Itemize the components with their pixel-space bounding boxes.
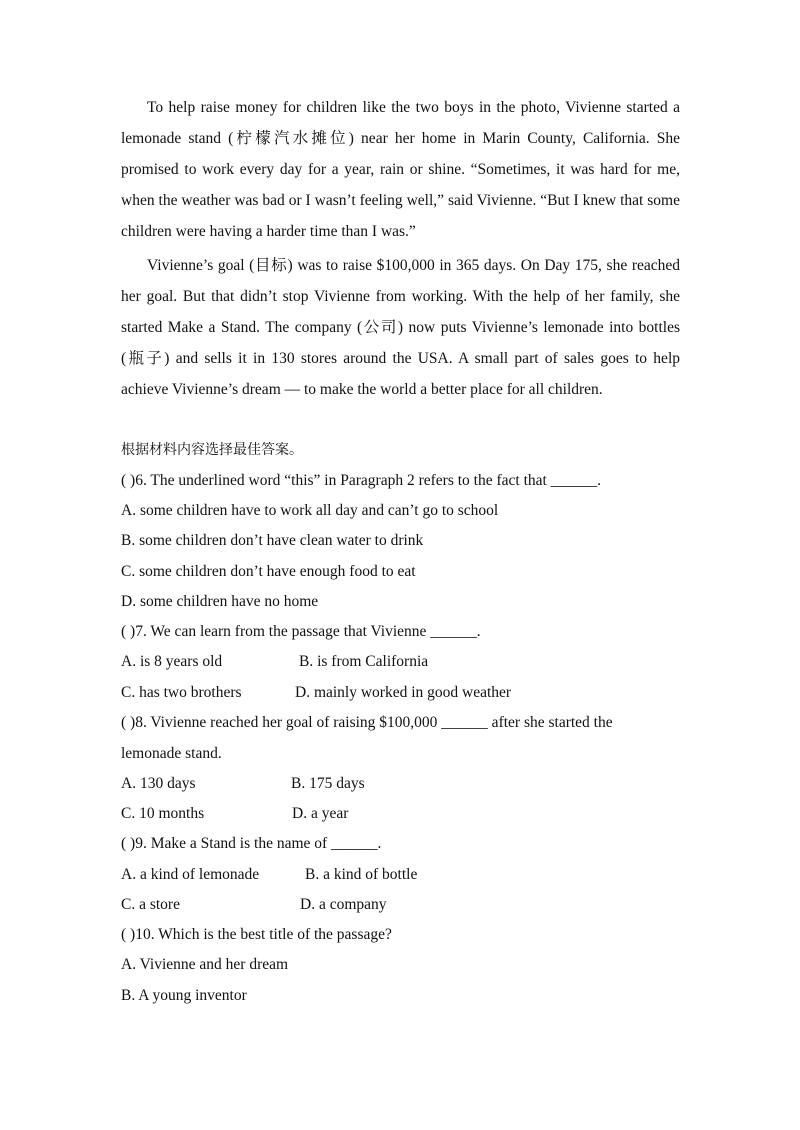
question-8-option-d: D. a year bbox=[292, 805, 349, 822]
question-9-option-a: A. a kind of lemonade bbox=[121, 866, 260, 883]
question-6-option-a: A. some children have to work all day and can’t go to school bbox=[121, 502, 499, 519]
question-8-stem: ( )8. Vivienne reached her goal of raising $100,000 ______ after she started the bbox=[121, 714, 613, 731]
question-6-option-b: B. some children don’t have clean water to drink bbox=[121, 532, 424, 549]
question-9-option-c: C. a store bbox=[121, 896, 180, 913]
question-7-option-a: A. is 8 years old bbox=[121, 653, 223, 670]
question-10-stem: ( )10. Which is the best title of the passage? bbox=[121, 926, 392, 943]
passage-paragraph-1: To help raise money for children like the two boys in the photo, Vivienne started a lemonade stand (柠檬汽水摊位) near her home in Marin County, California. She promised to work every day for a year, rain or shine. “Sometimes, it was hard for me, when the weather was bad or I wasn’t feeling well,” said Vivienne. “But I knew that some children were having a harder time than I was.” bbox=[121, 99, 680, 240]
question-9-stem: ( )9. Make a Stand is the name of ______. bbox=[121, 835, 382, 852]
question-9-option-d: D. a company bbox=[300, 896, 387, 913]
question-6-option-c: C. some children don’t have enough food to eat bbox=[121, 563, 416, 580]
question-9-option-b: B. a kind of bottle bbox=[305, 866, 418, 883]
question-6-stem: ( )6. The underlined word “this” in Paragraph 2 refers to the fact that ______. bbox=[121, 472, 602, 489]
question-10-option-a: A. Vivienne and her dream bbox=[121, 956, 289, 973]
question-8-stem-continued: lemonade stand. bbox=[121, 745, 222, 762]
question-6-option-d: D. some children have no home bbox=[121, 593, 319, 610]
question-8-option-c: C. 10 months bbox=[121, 805, 205, 822]
question-7-option-c: C. has two brothers bbox=[121, 684, 242, 701]
question-7-option-b: B. is from California bbox=[299, 653, 429, 670]
question-8-option-a: A. 130 days bbox=[121, 775, 196, 792]
question-7-option-d: D. mainly worked in good weather bbox=[295, 684, 512, 701]
passage-paragraph-2: Vivienne’s goal (目标) was to raise $100,000 in 365 days. On Day 175, she reached her goal. But that didn’t stop Vivienne from working. With the help of her family, she started Make a Stand. The company (公司) now puts Vivienne’s lemonade into bottles (瓶子) and sells it in 130 stores around the USA. A small part of sales goes to help achieve Vivienne’s dream — to make the world a better place for all children. bbox=[121, 257, 680, 398]
instruction: 根据材料内容选择最佳答案。 bbox=[121, 442, 303, 458]
question-7-stem: ( )7. We can learn from the passage that Vivienne ______. bbox=[121, 623, 481, 640]
question-10-option-b: B. A young inventor bbox=[121, 987, 247, 1004]
question-8-option-b: B. 175 days bbox=[291, 775, 365, 792]
